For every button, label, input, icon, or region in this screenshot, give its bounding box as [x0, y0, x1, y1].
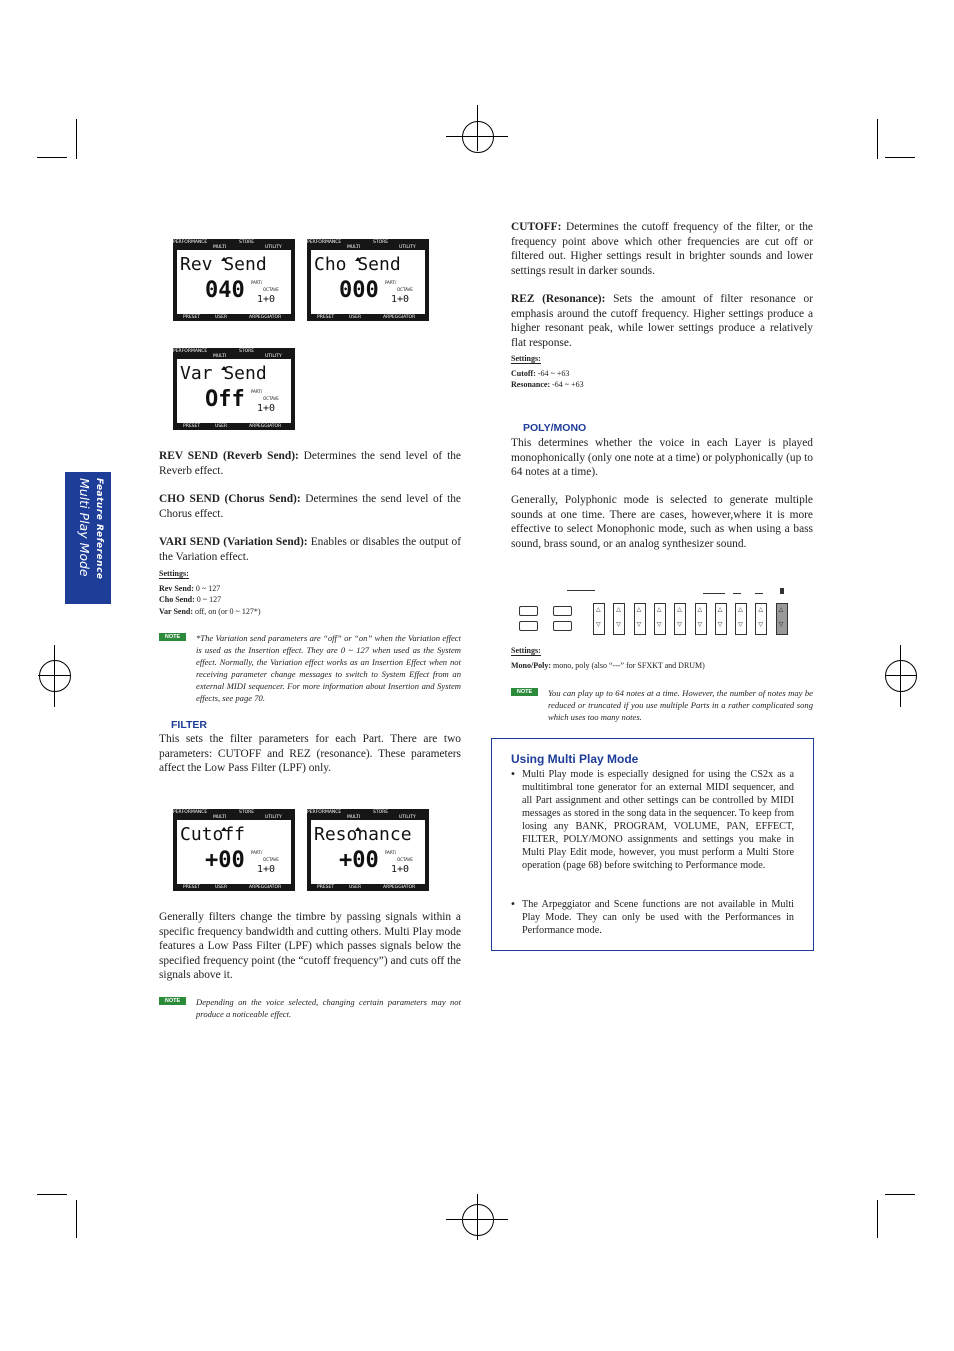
lcd-label-utility: UTILITY	[399, 245, 416, 250]
lcd-label-store: STORE	[239, 810, 255, 815]
lcd-label-arpeggiator: ARPEGGIATOR	[249, 885, 282, 890]
registration-mark-h	[885, 675, 917, 676]
panel-button	[519, 606, 538, 616]
lcd-screen	[311, 820, 425, 884]
lcd-label-preset: PRESET	[317, 315, 335, 320]
up-arrow-icon: △	[717, 606, 723, 613]
panel-slider	[735, 603, 747, 635]
lcd-screen	[177, 359, 291, 423]
panel-slider	[654, 603, 666, 635]
lcd-parameter-value: 040	[205, 278, 245, 303]
lcd-label-performance: PERFORMANCE	[307, 810, 342, 815]
down-arrow-icon: ▽	[697, 621, 703, 628]
filter-note: Depending on the voice selected, changing certain parameters may not produce a noticeable effect.	[196, 997, 461, 1019]
lcd-label-preset: PRESET	[317, 885, 335, 890]
registration-mark-v	[54, 645, 55, 707]
filter-general-description: Generally filters change the timbre by passing signals within a specific frequency bandwidth and cutting others. Multi Play mode features a Low Pass Filter (LPF) which passes signals below the specified frequency point (the “cutoff frequency”) and cuts off the signals above it.	[159, 911, 461, 981]
panel-slider	[674, 603, 686, 635]
cutoff-description: CUTOFF: Determines the cutoff frequency of the filter, or the frequency point above which other frequencies are cut off or filtered out. Higher settings result in brighter sounds and lower settings result in darker sounds.	[511, 221, 813, 277]
lcd-part-value: 1+0	[257, 403, 276, 414]
panel-diagram	[515, 588, 795, 636]
mono-poly-settings: Settings: Mono/Poly: mono, poly (also “---” for SFXKT and DRUM)	[511, 646, 705, 670]
down-arrow-icon: ▽	[656, 621, 662, 628]
down-arrow-icon: ▽	[738, 621, 743, 628]
registration-mark	[462, 121, 494, 153]
down-arrow-icon: ▽	[596, 621, 601, 628]
panel-indicator-line	[755, 593, 763, 594]
crop-mark	[37, 157, 67, 158]
lcd-label-performance: PERFORMANCE	[173, 810, 208, 815]
down-arrow-icon: ▽	[717, 621, 723, 628]
rev-send-description: REV SEND (Reverb Send): Determines the send level of the Reverb effect.	[159, 450, 461, 477]
lcd-part-label: PART/	[251, 850, 263, 855]
lcd-part-label: PART/	[385, 280, 397, 285]
bullet: •	[510, 769, 516, 780]
lcd-display	[173, 809, 295, 891]
lcd-octave-label: OCTAVE	[397, 287, 413, 292]
up-arrow-icon: △	[758, 606, 764, 613]
box-item-2: The Arpeggiator and Scene functions are not available in Multi Play Mode. They can only be used with the Performances in Performance mode.	[522, 899, 794, 936]
lcd-label-store: STORE	[239, 349, 255, 354]
lcd-parameter-name: Var Send	[180, 363, 267, 384]
lcd-octave-label: OCTAVE	[263, 396, 279, 401]
filter-settings-list: Settings: Cutoff: -64 ~ +63 Resonance: -64 ~ +63	[511, 354, 584, 389]
lcd-screen	[177, 820, 291, 884]
note-icon: NOTE	[511, 688, 538, 696]
up-arrow-icon: △	[738, 606, 743, 613]
lcd-label-user: USER	[215, 885, 228, 890]
lcd-part-value: 1+0	[257, 864, 276, 875]
panel-button	[519, 621, 538, 631]
lcd-part-value: 1+0	[391, 294, 410, 305]
lcd-parameter-name: Resonance	[314, 824, 412, 845]
side-tab-label-mode: Multi Play Mode	[77, 478, 92, 577]
down-arrow-icon: ▽	[677, 621, 682, 628]
crop-mark	[877, 1200, 878, 1238]
lcd-display	[307, 239, 429, 321]
poly-mono-description: This determines whether the voice in each Layer is played monophonically (only one note at a time) or polyphonically (up to 64 notes at a time).	[511, 437, 813, 478]
registration-mark	[462, 1204, 494, 1236]
lcd-octave-label: OCTAVE	[397, 857, 413, 862]
panel-indicator-line	[780, 588, 784, 594]
panel-button	[553, 606, 572, 616]
crop-mark	[37, 1194, 67, 1195]
crop-mark	[877, 119, 878, 159]
lcd-label-arpeggiator: ARPEGGIATOR	[249, 424, 282, 429]
lcd-label-arpeggiator: ARPEGGIATOR	[383, 885, 416, 890]
lcd-part-label: PART/	[251, 280, 263, 285]
lcd-label-store: STORE	[373, 810, 389, 815]
lcd-parameter-name: Cho Send	[314, 254, 401, 275]
registration-mark-v	[900, 645, 901, 707]
crop-mark	[885, 157, 915, 158]
lcd-parameter-name: Rev Send	[180, 254, 267, 275]
lcd-label-arpeggiator: ARPEGGIATOR	[249, 315, 282, 320]
box-item-1: Multi Play mode is especially designed for using the CS2x as a multitimbral tone generator for an external MIDI sequencer, and all Part assignment and other settings can be controlled by MIDI messages as stored in the song data in the sequencer. To keep from losing any BANK, PROGRAM, VOLUME, PAN, EFFECT, FILTER, POLY/MONO assignments and settings you make in Multi Play Edit mode, however, you must perform a Multi Store operation (page 68) before switching to Performance mode.	[522, 769, 794, 871]
lcd-parameter-name: Cutoff	[180, 824, 246, 845]
down-arrow-icon: ▽	[636, 621, 642, 628]
lcd-display	[173, 239, 295, 321]
note-icon: NOTE	[159, 997, 186, 1005]
vari-send-description: VARI SEND (Variation Send): Enables or disables the output of the Variation effect.	[159, 536, 461, 563]
lcd-label-multi: MULTI	[347, 245, 361, 250]
panel-slider	[593, 603, 605, 635]
registration-mark-v	[477, 105, 478, 151]
lcd-parameter-value: 000	[339, 278, 379, 303]
bullet: •	[510, 899, 516, 910]
lcd-display	[173, 348, 295, 430]
poly-mono-heading: POLY/MONO	[523, 422, 587, 434]
panel-slider	[715, 603, 727, 635]
down-arrow-icon: ▽	[758, 621, 764, 628]
panel-button	[553, 621, 572, 631]
variation-note: *The Variation send parameters are “off” or “on” when the Variation effect is used as the Insertion effect. They are 0 ~ 127 when used as the System effect. Normally, the Variation effect works as an Insertion Effect when not receiving parameter change messages to switch to System Effect from an external MIDI sequencer. For more information about Insertion and System effects, see page 70.	[196, 633, 461, 703]
panel-indicator-line	[733, 593, 741, 594]
lcd-label-store: STORE	[239, 240, 255, 245]
crop-mark	[885, 1194, 915, 1195]
panel-slider	[755, 603, 767, 635]
lcd-parameter-value: Off	[205, 387, 245, 412]
panel-indicator-line	[567, 590, 595, 591]
lcd-label-utility: UTILITY	[265, 815, 282, 820]
lcd-label-multi: MULTI	[213, 815, 227, 820]
lcd-label-user: USER	[215, 424, 228, 429]
lcd-display	[307, 809, 429, 891]
down-arrow-icon: ▽	[778, 621, 784, 628]
lcd-label-utility: UTILITY	[265, 354, 282, 359]
lcd-label-store: STORE	[373, 240, 389, 245]
lcd-part-label: PART/	[385, 850, 397, 855]
down-arrow-icon: ▽	[616, 621, 621, 628]
lcd-label-performance: PERFORMANCE	[173, 240, 208, 245]
lcd-label-utility: UTILITY	[265, 245, 282, 250]
lcd-octave-label: OCTAVE	[263, 857, 279, 862]
lcd-parameter-value: +00	[205, 848, 245, 873]
up-arrow-icon: △	[677, 606, 682, 613]
box-title: Using Multi Play Mode	[511, 752, 639, 766]
up-arrow-icon: △	[697, 606, 703, 613]
lcd-label-multi: MULTI	[213, 354, 227, 359]
poly-mono-description-2: Generally, Polyphonic mode is selected to generate multiple sounds at one time. There are cases, however,where it is more effective to select Monophonic mode, such as when using a bass sound, brass sound, or an analog synthesizer sound.	[511, 494, 813, 550]
lcd-label-performance: PERFORMANCE	[307, 240, 342, 245]
lcd-screen	[177, 250, 291, 314]
lcd-label-preset: PRESET	[183, 424, 201, 429]
up-arrow-icon: △	[778, 606, 784, 613]
crop-mark	[76, 119, 77, 159]
lcd-label-user: USER	[349, 315, 362, 320]
settings-list: Settings: Rev Send: 0 ~ 127 Cho Send: 0 ~ 127 Var Send: off, on (or 0 ~ 127*)	[159, 569, 261, 616]
lcd-parameter-value: +00	[339, 848, 379, 873]
lcd-label-user: USER	[215, 315, 228, 320]
lcd-octave-label: OCTAVE	[263, 287, 279, 292]
filter-heading: FILTER	[171, 719, 207, 731]
polyphony-note: You can play up to 64 notes at a time. However, the number of notes may be reduced or truncated if you use multiple Parts in a rather complicated song which uses too many notes.	[548, 688, 813, 722]
lcd-part-value: 1+0	[391, 864, 410, 875]
lcd-label-preset: PRESET	[183, 885, 201, 890]
lcd-label-multi: MULTI	[347, 815, 361, 820]
registration-mark	[885, 660, 917, 692]
up-arrow-icon: △	[656, 606, 662, 613]
lcd-label-utility: UTILITY	[399, 815, 416, 820]
cho-send-description: CHO SEND (Chorus Send): Determines the send level of the Chorus effect.	[159, 493, 461, 520]
lcd-label-preset: PRESET	[183, 315, 201, 320]
registration-mark-v	[477, 1194, 478, 1240]
panel-slider	[695, 603, 707, 635]
crop-mark	[76, 1200, 77, 1238]
side-tab-label-feature: Feature Reference	[94, 478, 104, 580]
lcd-label-performance: PERFORMANCE	[173, 349, 208, 354]
lcd-part-value: 1+0	[257, 294, 276, 305]
panel-slider	[613, 603, 625, 635]
lcd-label-multi: MULTI	[213, 245, 227, 250]
lcd-screen	[311, 250, 425, 314]
up-arrow-icon: △	[616, 606, 621, 613]
up-arrow-icon: △	[636, 606, 642, 613]
filter-description: This sets the filter parameters for each Part. There are two parameters: CUTOFF and REZ (resonance). These parameters affect the Low Pass Filter (LPF) only.	[159, 733, 461, 774]
panel-slider	[776, 603, 788, 635]
lcd-part-label: PART/	[251, 389, 263, 394]
note-icon: NOTE	[159, 633, 186, 641]
lcd-label-user: USER	[349, 885, 362, 890]
panel-slider	[634, 603, 646, 635]
panel-indicator-line	[707, 593, 725, 594]
lcd-label-arpeggiator: ARPEGGIATOR	[383, 315, 416, 320]
rez-description: REZ (Resonance): Sets the amount of filter resonance or emphasis around the cutoff frequency. Higher settings produce a higher resonant peak, while lower settings produce a relatively flat response.	[511, 293, 813, 349]
up-arrow-icon: △	[596, 606, 601, 613]
using-multi-play-box	[491, 738, 814, 951]
registration-mark	[39, 660, 71, 692]
